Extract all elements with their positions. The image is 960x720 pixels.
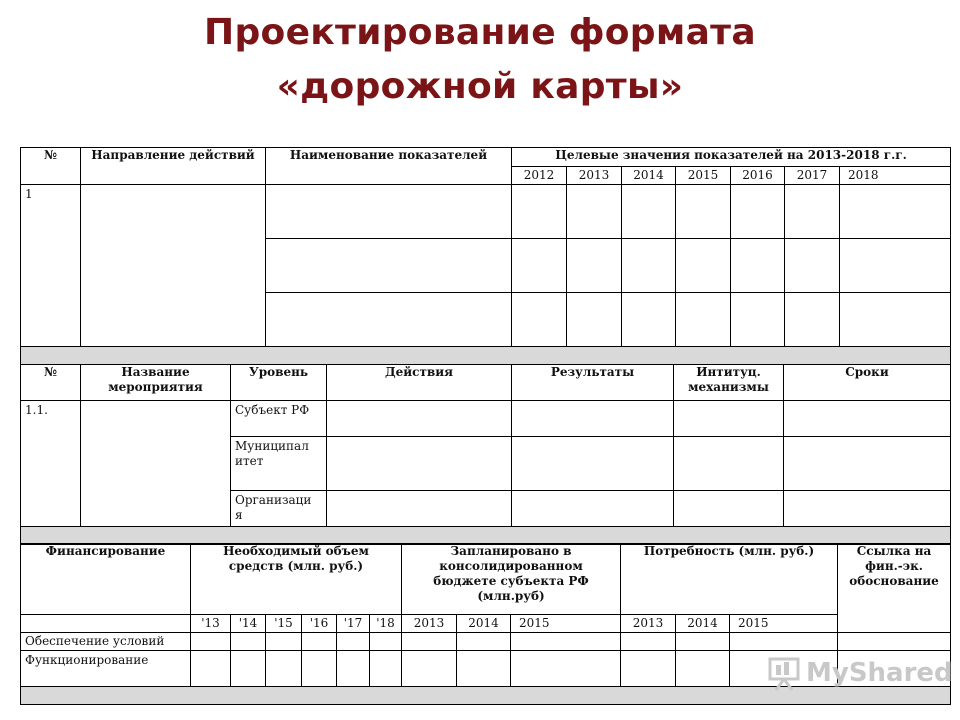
year-cell: 2015 (511, 615, 621, 633)
year-cell: 2015 (676, 167, 731, 185)
year-cell: 2018 (840, 167, 951, 185)
header-results: Результаты (512, 365, 674, 401)
short-year-cell: '17 (337, 615, 370, 633)
year-cell: 2016 (731, 167, 785, 185)
financing-row-label: Обеспечение условий (21, 633, 191, 651)
short-year-cell: '13 (191, 615, 231, 633)
short-year-cell: '16 (302, 615, 337, 633)
short-year-cell: '14 (231, 615, 266, 633)
row-number: 1.1. (21, 401, 81, 527)
indicator-cell (266, 239, 512, 293)
year-cell: 2013 (621, 615, 676, 633)
level-cell: Муниципал итет (231, 437, 327, 491)
header-actions: Действия (327, 365, 512, 401)
header-targets: Целевые значения показателей на 2013-2018 г.г. (512, 148, 951, 167)
indicator-cell (266, 185, 512, 239)
slide-title-line-2: «дорожной карты» (276, 66, 684, 107)
year-cell: 2012 (512, 167, 567, 185)
header-indicator: Наименование показателей (266, 148, 512, 185)
watermark (768, 654, 953, 694)
watermark-text: MyShared (806, 658, 953, 688)
year-cell: 2013 (402, 615, 457, 633)
header-terms: Сроки (784, 365, 951, 401)
financing-row-label: Функционирование (21, 651, 191, 687)
short-year-cell: '15 (266, 615, 302, 633)
header-num: № (21, 148, 81, 185)
header-link: Ссылка на фин.-эк. обоснование (838, 544, 951, 633)
header-activity-name: Название мероприятия (81, 365, 231, 401)
short-year-cell: '18 (370, 615, 402, 633)
header-direction: Направление действий (81, 148, 266, 185)
activity-name-cell (81, 401, 231, 527)
year-cell: 2014 (622, 167, 676, 185)
header-required: Необходимый объем средств (млн. руб.) (191, 544, 402, 615)
year-cell: 2015 (730, 615, 838, 633)
year-cell: 2014 (457, 615, 511, 633)
activities-table (20, 364, 951, 545)
direction-cell (81, 185, 266, 347)
year-cell: 2014 (676, 615, 730, 633)
slide-title-line-1: Проектирование формата (204, 12, 756, 53)
year-cell: 2013 (567, 167, 622, 185)
level-cell: Субъект РФ (231, 401, 327, 437)
header-need: Потребность (млн. руб.) (621, 544, 838, 615)
level-cell: Организаци я (231, 491, 327, 527)
header-financing: Финансирование (21, 544, 191, 615)
header-num: № (21, 365, 81, 401)
separator-row (21, 527, 951, 545)
slide-title (0, 6, 960, 114)
header-level: Уровень (231, 365, 327, 401)
header-planned: Запланировано в консолидированном бюджете субъекта РФ (млн.руб) (402, 544, 621, 615)
row-number: 1 (21, 185, 81, 347)
indicators-table (20, 147, 951, 365)
year-cell: 2017 (785, 167, 840, 185)
header-mechanisms: Интитуц. механизмы (674, 365, 784, 401)
indicator-cell (266, 293, 512, 347)
separator-row (21, 347, 951, 365)
presentation-icon (768, 656, 802, 692)
